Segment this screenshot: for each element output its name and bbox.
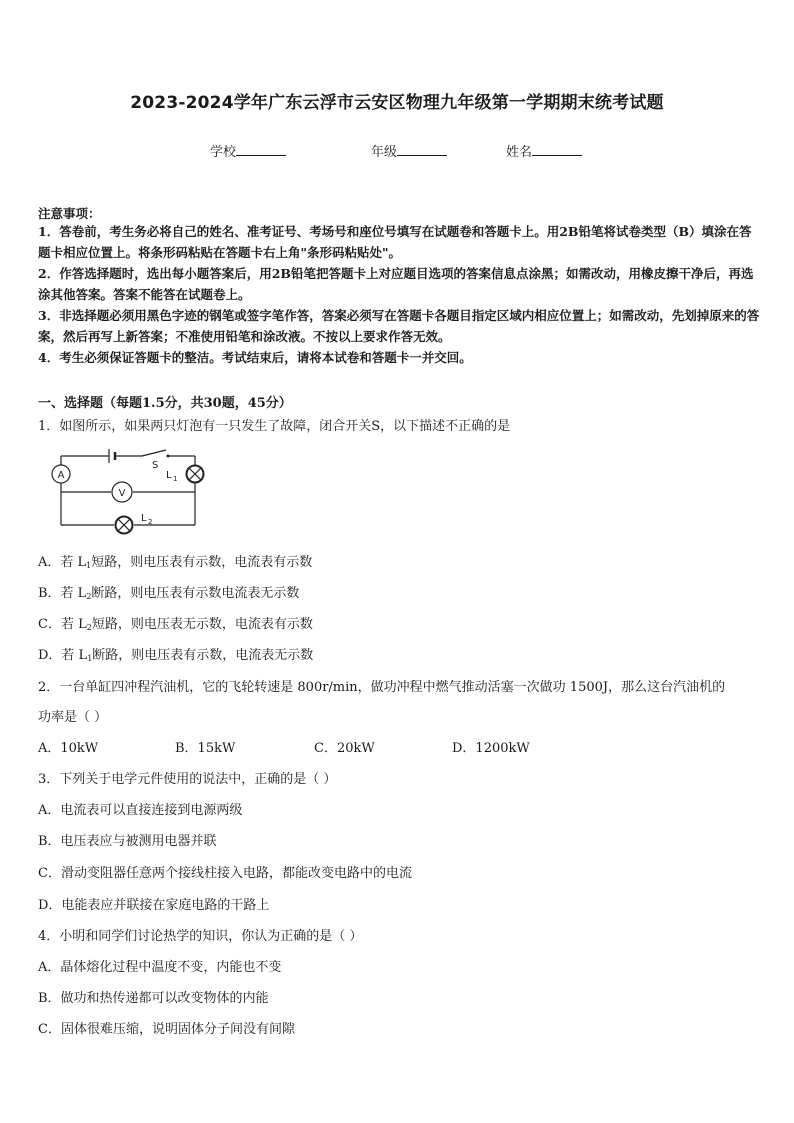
option-prefix: B．若 L: [38, 586, 87, 601]
name-blank[interactable]: [532, 143, 582, 156]
question-1-option-a[interactable]: [38, 551, 312, 570]
notice-item-3: 3．非选择题必须用黑色字迹的钢笔或签字笔作答，答案必须写在答题卡各题目指定区域内相应位置上；如需改动，先划掉原来的答案，然后再写上新答案；不准使用铅笔和涂改液。不按以上要求作答无效。: [38, 308, 760, 344]
notice-item-4: 4．考生必须保证答题卡的整洁。考试结束后，请将本试卷和答题卡一并交回。: [38, 350, 472, 365]
option-prefix: A．若 L: [38, 555, 87, 570]
option-text: 短路，则电压表无示数，电流表有示数: [91, 617, 313, 632]
question-1-option-b[interactable]: [38, 582, 299, 601]
option-text: 短路，则电压表有示数，电流表有示数: [91, 555, 313, 570]
question-4-option-b[interactable]: B．做功和热传递都可以改变物体的内能: [38, 991, 269, 1006]
question-3-option-b[interactable]: B．电压表应与被测用电器并联: [38, 834, 217, 849]
question-4-option-a[interactable]: A．晶体熔化过程中温度不变，内能也不变: [38, 960, 282, 975]
switch-contact: [167, 455, 170, 458]
school-label: 学校: [210, 145, 237, 160]
school-field[interactable]: [210, 141, 286, 160]
circuit-diagram: [40, 440, 220, 540]
option-prefix: C．若 L: [38, 617, 87, 632]
question-1-stem: 1．如图所示，如果两只灯泡有一只发生了故障，闭合开关S，以下描述不正确的是: [38, 419, 511, 434]
question-1-option-d[interactable]: [38, 644, 313, 663]
lamp1-label: L: [166, 470, 172, 481]
notice-item-2: 2．作答选择题时，选出每小题答案后，用2B铅笔把答题卡上对应题目选项的答案信息点涂黑；如需改动，用橡皮擦干净后，再选涂其他答案。答案不能答在试题卷上。: [38, 266, 754, 302]
question-4-stem: 4．小明和同学们讨论热学的知识，你认为正确的是（ ）: [38, 929, 363, 944]
question-4-option-c[interactable]: C．固体很难压缩，说明固体分子间没有间隙: [38, 1022, 295, 1037]
notice-item-1: 1．答卷前，考生务必将自己的姓名、准考证号、考场号和座位号填写在试题卷和答题卡上。用2B铅笔将试卷类型（B）填涂在答题卡相应位置上。将条形码粘贴在答题卡右上角"条形码粘贴处"。: [38, 224, 752, 260]
question-2-option-b[interactable]: B．15kW: [175, 741, 236, 756]
question-2-option-d[interactable]: D．1200kW: [452, 741, 530, 756]
grade-label: 年级: [371, 145, 398, 160]
option-text: 断路，则电压表有示数，电流表无示数: [92, 648, 314, 663]
lamp2-label: L: [141, 513, 147, 524]
option-text: 断路，则电压表有示数电流表无示数: [91, 586, 300, 601]
notice-heading: 注意事项：: [38, 206, 101, 221]
section-heading: 一、选择题（每题1.5分，共30题，45分）: [38, 396, 292, 411]
question-3-option-a[interactable]: A．电流表可以直接连接到电源两级: [38, 803, 243, 818]
question-2-option-a[interactable]: A．10kW: [38, 741, 99, 756]
option-subscript: 1: [86, 561, 92, 570]
page-title: 2023-2024学年广东云浮市云安区物理九年级第一学期期末统考试题: [130, 93, 664, 113]
question-3-option-d[interactable]: D．电能表应并联接在家庭电路的干路上: [38, 898, 270, 913]
option-subscript: 1: [87, 654, 93, 663]
question-2-option-c[interactable]: C．20kW: [314, 741, 375, 756]
voltmeter-label: V: [118, 488, 126, 499]
lamp2-subscript: 2: [148, 518, 153, 526]
name-label: 姓名: [506, 145, 533, 160]
question-3-stem: 3．下列关于电学元件使用的说法中，正确的是（ ）: [38, 772, 337, 787]
option-subscript: 2: [86, 592, 92, 601]
name-field[interactable]: [506, 141, 582, 160]
switch-label: S: [152, 460, 159, 471]
question-3-option-c[interactable]: C．滑动变阻器任意两个接线柱接入电路，都能改变电路中的电流: [38, 866, 412, 881]
ammeter-label: A: [57, 470, 65, 481]
grade-field[interactable]: [371, 141, 447, 160]
question-1-option-c[interactable]: [38, 613, 313, 632]
grade-blank[interactable]: [397, 143, 447, 156]
question-2-stem-line2: 功率是（ ）: [38, 710, 108, 725]
option-subscript: 2: [86, 623, 92, 632]
question-2-stem-line1: 2．一台单缸四冲程汽油机，它的飞轮转速是 800r/min，做功冲程中燃气推动活塞一次做功 1500J，那么这台汽油机的: [38, 680, 726, 695]
lamp1-subscript: 1: [173, 475, 178, 483]
school-blank[interactable]: [236, 143, 286, 156]
option-prefix: D．若 L: [38, 648, 88, 663]
